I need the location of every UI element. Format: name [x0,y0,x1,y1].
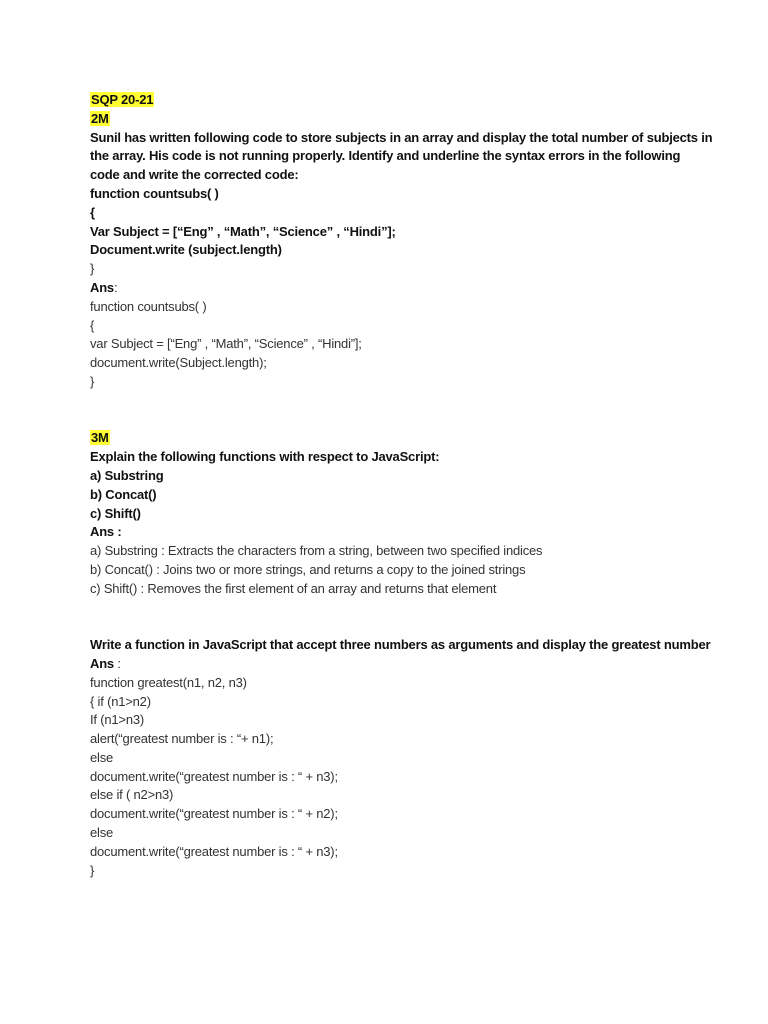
text-line [90,185,768,204]
text-line [90,335,768,354]
text-line [90,166,768,185]
text-segment: Ans [90,655,114,671]
text-segment: Ans : [90,524,122,540]
text-segment: : [113,655,121,671]
text-segment: Document.write (subject.length) [90,242,282,258]
text-segment: function countsubs( ) [90,298,207,314]
text-segment: Ans [90,279,114,295]
text-line [90,110,768,129]
text-segment: c) Shift() [90,505,141,521]
text-line [90,129,768,148]
text-line [90,298,768,317]
text-segment: Write a function in JavaScript that accept three numbers as arguments and display the greatest number [90,637,711,653]
text-line [90,824,768,843]
text-line [90,260,768,279]
text-line [90,768,768,787]
text-segment: function greatest(n1, n2, n3) [90,674,247,690]
text-line [90,448,768,467]
text-line [90,486,768,505]
text-segment: } [90,373,95,389]
text-line [90,505,768,524]
text-segment: code and write the corrected code: [90,167,299,183]
text-segment: a) Substring : Extracts the characters from a string, between two specified indices [90,543,543,559]
text-segment: Explain the following functions with respect to JavaScript: [90,449,440,465]
text-line [90,711,768,730]
text-segment: document.write(“greatest number is : “ + n2); [90,806,338,822]
text-line [90,655,768,674]
text-line [90,91,768,110]
highlighted-heading: 3M [91,430,109,446]
text-segment: If (n1>n3) [90,712,145,728]
text-segment: } [90,862,95,878]
highlighted-heading: SQP 20-21 [91,92,154,107]
text-line [90,317,768,336]
text-segment: var Subject = [“Eng” , “Math”, “Science” , “Hindi”]; [90,336,362,352]
text-segment: document.write(“greatest number is : “ + n3); [90,768,338,784]
text-line [90,354,768,373]
text-segment: document.write(“greatest number is : “ + n3); [90,843,338,859]
text-line [90,373,768,392]
text-line [90,223,768,242]
text-line [90,279,768,298]
text-segment: Sunil has written following code to store subjects in an array and display the total number of subjects in [90,129,713,145]
text-line [90,561,768,580]
text-segment: a) Substring [90,467,164,483]
text-segment: document.write(Subject.length); [90,355,267,371]
text-line [90,204,768,223]
text-line [90,805,768,824]
text-line [90,542,768,561]
text-line [90,786,768,805]
text-segment: function countsubs( ) [90,185,219,201]
text-segment: b) Concat() : Joins two or more strings, and returns a copy to the joined strings [90,561,526,577]
text-line [90,147,768,166]
question-section [90,429,768,598]
text-segment: { [90,317,95,333]
highlighted-heading: 2M [91,110,109,126]
text-line [90,241,768,260]
text-line [90,523,768,542]
text-segment: else if ( n2>n3) [90,787,174,803]
text-segment: the array. His code is not running properly. Identify and underline the syntax errors in the following [90,148,681,164]
text-line [90,693,768,712]
text-segment: else [90,749,114,765]
text-segment: { [90,204,95,220]
text-segment: : [113,279,118,295]
text-segment: { if (n1>n2) [90,693,151,709]
text-segment: Var Subject = [“Eng” , “Math”, “Science” , “Hindi”]; [90,223,396,239]
text-line [90,749,768,768]
text-line [90,636,768,655]
text-line [90,843,768,862]
text-segment: b) Concat() [90,486,157,502]
text-line [90,730,768,749]
text-segment: } [90,261,95,277]
document-page [90,91,768,918]
question-section [90,636,768,880]
question-section [90,91,768,392]
text-line [90,429,768,448]
text-line [90,674,768,693]
text-line [90,467,768,486]
text-line [90,862,768,881]
text-line [90,580,768,599]
text-segment: else [90,825,114,841]
text-segment: alert(“greatest number is : “+ n1); [90,731,274,747]
text-segment: c) Shift() : Removes the first element of an array and returns that element [90,580,497,596]
